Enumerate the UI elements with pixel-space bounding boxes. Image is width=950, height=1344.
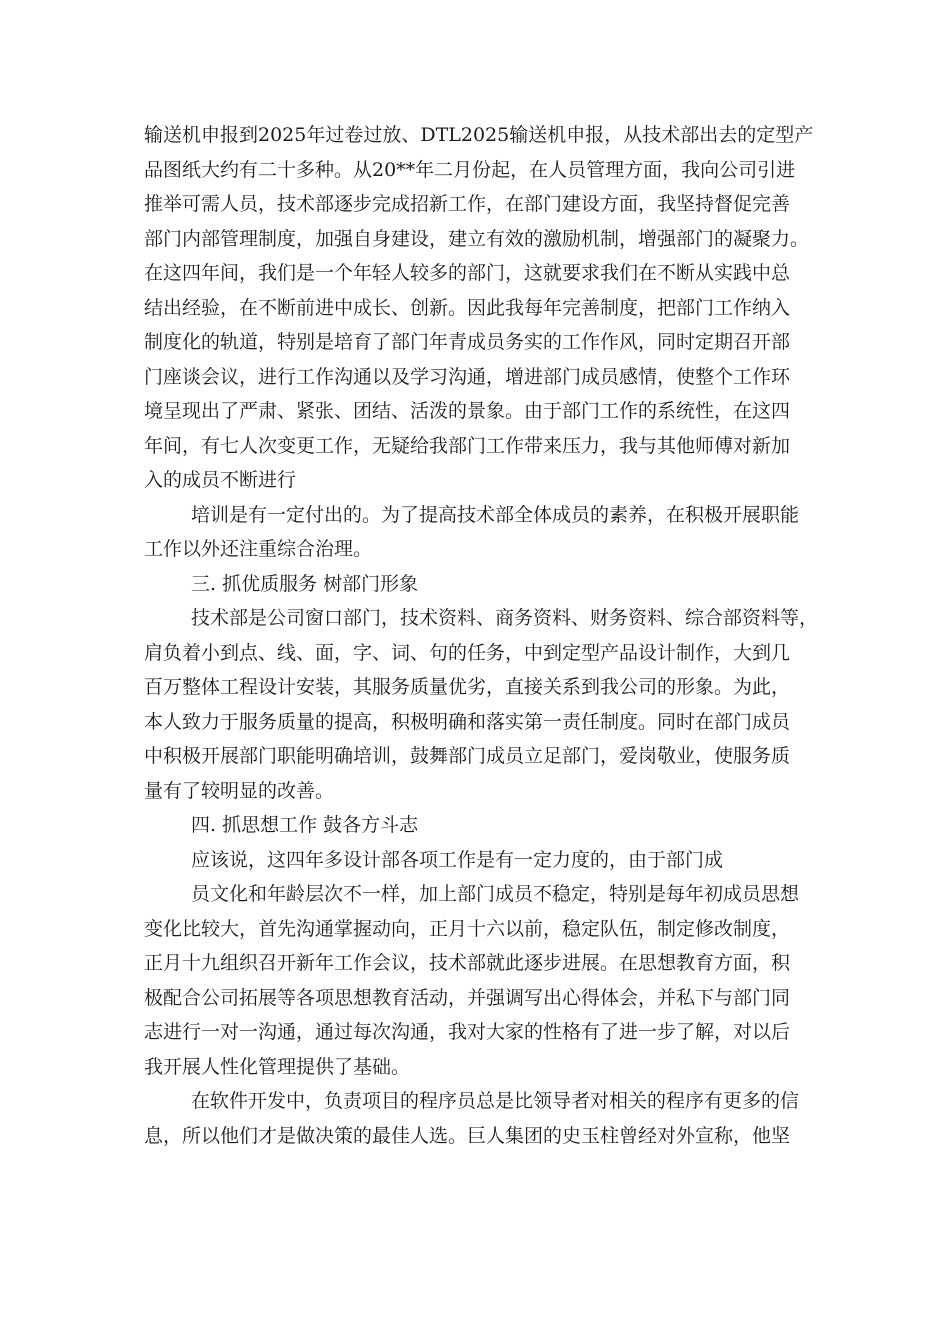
text-line: 品图纸大约有二十多种。从20**年二月份起，在人员管理方面，我向公司引进 (144, 158, 796, 181)
document-body (144, 118, 824, 1153)
text-line: 输送机申报到2025年过卷过放、DTL2025输送机申报，从技术部出去的定型产 (144, 124, 814, 146)
text-line: 百万整体工程设计安装，其服务质量优劣，直接关系到我公司的形象。为此， (144, 676, 791, 698)
text-line: 推举可需人员，技术部逐步完成招新工作，在部门建设方面，我坚持督促完善 (144, 193, 791, 215)
text-line: 部门内部管理制度，加强自身建设，建立有效的激励机制，增强部门的凝聚力。 (144, 227, 810, 250)
text-line: 年间，有七人次变更工作，无疑给我部门工作带来压力，我与其他师傅对新加 (144, 434, 791, 457)
text-line: 息，所以他们才是做决策的最佳人选。巨人集团的史玉柱曾经对外宣称，他坚 (144, 1124, 791, 1147)
text-line: 应该说，这四年多设计部各项工作是有一定力度的，由于部门成 (191, 848, 724, 871)
text-line: 门座谈会议，进行工作沟通以及学习沟通，增进部门成员感情，使整个工作环 (144, 365, 791, 388)
text-line: 中积极开展部门职能明确培训，鼓舞部门成员立足部门，爱岗敬业，使服务质 (144, 745, 791, 767)
text-line: 四. 抓思想工作 鼓各方斗志 (191, 814, 419, 836)
text-line: 肩负着小到点、线、面，字、词、句的任务，中到定型产品设计制作，大到几 (144, 641, 791, 664)
text-line: 在这四年间，我们是一个年轻人较多的部门，这就要求我们在不断从实践中总 (144, 262, 791, 284)
text-line: 变化比较大，首先沟通掌握动向，正月十六以前，稳定队伍，制定修改制度， (144, 917, 791, 940)
text-line: 员文化和年龄层次不一样，加上部门成员不稳定，特别是每年初成员思想 (191, 883, 800, 905)
text-line: 志进行一对一沟通，通过每次沟通，我对大家的性格有了进一步了解，对以后 (144, 1021, 791, 1043)
text-line: 技术部是公司窗口部门，技术资料、商务资料、财务资料、综合部资料等， (191, 607, 819, 629)
text-line: 正月十九组织召开新年工作会议，技术部就此逐步进展。在思想教育方面，积 (144, 952, 791, 974)
text-line: 制度化的轨道，特别是培育了部门年青成员务实的工作作风，同时定期召开部 (144, 331, 791, 353)
text-line: 量有了较明显的改善。 (144, 779, 335, 802)
text-line: 本人致力于服务质量的提高，积极明确和落实第一责任制度。同时在部门成员 (144, 710, 791, 733)
text-line: 结出经验，在不断前进中成长、创新。因此我每年完善制度，把部门工作纳入 (144, 296, 791, 319)
text-line: 境呈现出了严肃、紧张、团结、活泼的景象。由于部门工作的系统性，在这四 (144, 400, 791, 422)
text-line: 三. 抓优质服务 树部门形象 (191, 572, 419, 595)
text-line: 在软件开发中，负责项目的程序员总是比领导者对相关的程序有更多的信 (191, 1090, 800, 1112)
text-line: 极配合公司拓展等各项思想教育活动，并强调写出心得体会，并私下与部门同 (144, 986, 791, 1009)
text-line: 入的成员不断进行 (144, 469, 297, 491)
text-line: 培训是有一定付出的。为了提高技术部全体成员的素养，在积极开展职能 (191, 503, 800, 526)
text-line: 我开展人性化管理提供了基础。 (144, 1055, 411, 1078)
text-line: 工作以外还注重综合治理。 (144, 538, 373, 560)
